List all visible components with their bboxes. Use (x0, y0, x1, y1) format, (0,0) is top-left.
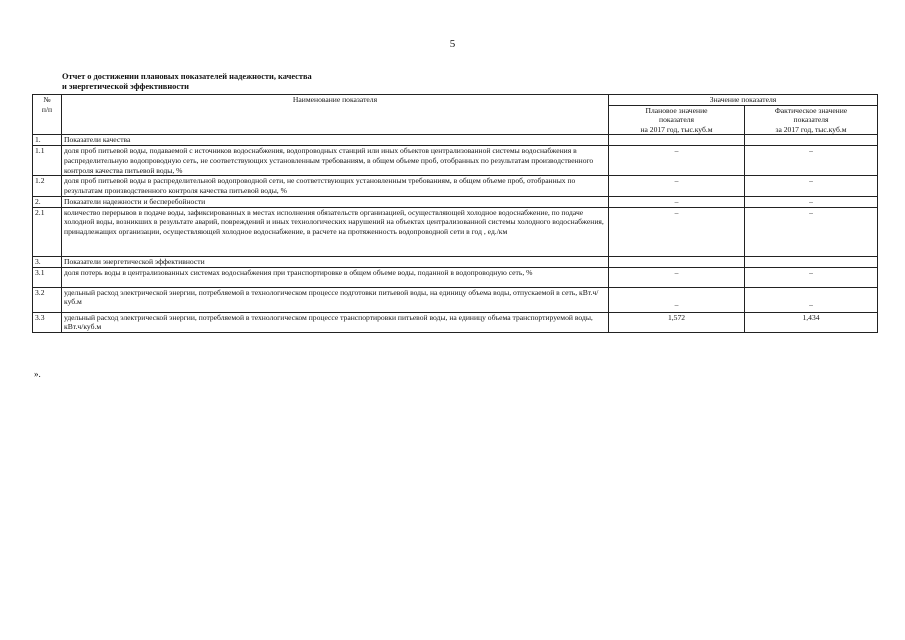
row-planned: – (609, 176, 745, 196)
header-planned (609, 105, 745, 135)
header-actual-line-1: Фактическое значение (774, 105, 848, 115)
row-num: 1.2 (33, 176, 62, 196)
row-planned: – (609, 207, 745, 256)
header-planned-line-2: показателя (659, 115, 694, 125)
report-title-line-1: Отчет о достижении плановых показателей надежности, качества (62, 72, 312, 81)
header-num-line-2: п/п (41, 104, 53, 114)
header-num-line-1: № (43, 95, 51, 104)
row-actual: – (745, 146, 878, 176)
table-row (33, 176, 878, 196)
row-num: 3. (33, 256, 62, 267)
row-actual (745, 135, 878, 146)
header-planned-line-1: Плановое значение (645, 105, 708, 115)
header-planned-line-3: на 2017 год, тыс.куб.м (640, 124, 713, 134)
header-actual-line-3: за 2017 год, тыс.куб.м (775, 124, 847, 134)
row-num: 3.2 (33, 287, 62, 312)
row-name: доля проб питьевой воды в распределительной водопроводной сети, не соответствующих установленным требованиям, в общем объеме проб, отобранных по результатам производственного контроля качества питьевой воды, % (62, 176, 609, 196)
table-row (33, 207, 878, 256)
row-actual: – (745, 176, 878, 196)
report-title (62, 72, 312, 92)
row-num: 2.1 (33, 207, 62, 256)
row-planned (609, 256, 745, 267)
row-name: Показатели надежности и бесперебойности (62, 196, 609, 207)
header-actual (745, 105, 878, 135)
row-planned: – (609, 146, 745, 176)
table-row (33, 196, 878, 207)
table-row (33, 312, 878, 332)
page-number: 5 (449, 38, 456, 50)
header-num (33, 95, 62, 135)
closing-quote-mark: ». (34, 369, 41, 379)
row-actual: – (745, 267, 878, 287)
table-row (33, 256, 878, 267)
row-actual: – (745, 196, 878, 207)
row-planned: 1,572 (609, 312, 745, 332)
table-row (33, 146, 878, 176)
row-actual: – (745, 207, 878, 256)
table-row (33, 135, 878, 146)
table-row (33, 267, 878, 287)
header-name: Наименование показателя (62, 95, 609, 135)
row-actual: 1,434 (745, 312, 878, 332)
row-name: удельный расход электрической энергии, потребляемой в технологическом процессе подготовки питьевой воды, на единицу объема воды, отпускаемой в сеть, кВт.ч/куб.м (62, 287, 609, 312)
row-name: удельный расход электрической энергии, потребляемой в технологическом процессе транспортировки питьевой воды, на единицу объема транспортируемой воды, кВт.ч/куб.м (62, 312, 609, 332)
header-actual-line-2: показателя (793, 115, 829, 125)
indicators-table (32, 94, 878, 333)
row-name: Показатели энергетической эффективности (62, 256, 609, 267)
row-num: 3.1 (33, 267, 62, 287)
report-title-line-2: и энергетической эффективности (62, 82, 190, 91)
row-num: 1. (33, 135, 62, 146)
row-num: 1.1 (33, 146, 62, 176)
row-actual: – (745, 287, 878, 312)
row-planned: – (609, 267, 745, 287)
row-planned: – (609, 287, 745, 312)
row-name: доля потерь воды в централизованных системах водоснабжения при транспортировке в общем объеме воды, поданной в водопроводную сеть, % (62, 267, 609, 287)
table-row (33, 287, 878, 312)
row-actual (745, 256, 878, 267)
row-planned (609, 135, 745, 146)
row-num: 2. (33, 196, 62, 207)
row-name: количество перерывов в подаче воды, зафиксированных в местах исполнения обязательств организацией, осуществляющей холодное водоснабжение, по подаче холодной воды, возникших в результате аварий, повреждений и иных технологических нарушений на объектах централизованной системы холодного водоснабжения, принадлежащих организации, осуществляющей холодное водоснабжение, в расчете на протяженность водопроводной сети в год , ед./км (62, 207, 609, 256)
row-num: 3.3 (33, 312, 62, 332)
row-name: доля проб питьевой воды, подаваемой с источников водоснабжения, водопроводных станций или иных объектов централизованной системы водоснабжения в распределительную водопроводную сеть, не соответствующих установленным требованиям, в общем объеме проб, отобранных по результатам производственного контроля качества питьевой воды, % (62, 146, 609, 176)
header-value-group: Значение показателя (609, 95, 878, 106)
row-planned: – (609, 196, 745, 207)
row-name: Показатели качества (62, 135, 609, 146)
